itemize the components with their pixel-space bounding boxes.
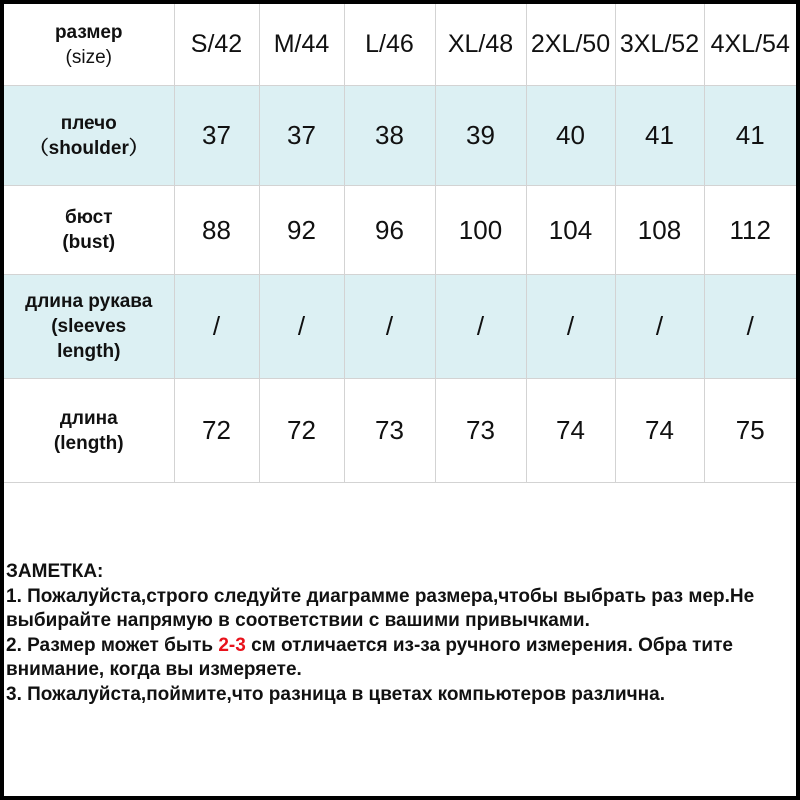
sleeve-value-cell: / xyxy=(526,275,615,379)
shoulder-value-cell: 41 xyxy=(615,86,704,186)
size-header-cell: S/42 xyxy=(174,4,259,86)
size-table xyxy=(4,4,796,483)
size-header-cell: M/44 xyxy=(259,4,344,86)
sleeve-label-cell xyxy=(4,275,174,379)
shoulder-label: плечо xyxy=(60,112,117,134)
size-label: размер xyxy=(54,21,123,43)
size-header-cell: 4XL/54 xyxy=(704,4,796,86)
bust-value-cell: 108 xyxy=(615,186,704,275)
bust-value-cell: 88 xyxy=(174,186,259,275)
bust-value-cell: 112 xyxy=(704,186,796,275)
sleeve-value-cell: / xyxy=(174,275,259,379)
notes-section xyxy=(6,560,794,707)
table-row-size xyxy=(4,4,796,86)
table-row-sleeve xyxy=(4,275,796,379)
length-sublabel: (length) xyxy=(53,432,124,454)
bust-label: бюст xyxy=(64,207,113,228)
sleeve-value-cell: / xyxy=(259,275,344,379)
sleeve-value-cell: / xyxy=(344,275,435,379)
sleeve-value-cell: / xyxy=(704,275,796,379)
length-label: длина xyxy=(59,407,118,429)
size-header-cell: L/46 xyxy=(344,4,435,86)
length-value-cell: 73 xyxy=(435,379,526,483)
size-chart-sheet xyxy=(4,4,796,796)
bust-label-cell xyxy=(4,186,174,275)
note-item-2-end: см отличается из-за ручного измерения. Обра тите внимание, когда вы измеряете. xyxy=(6,634,733,680)
bust-value-cell: 100 xyxy=(435,186,526,275)
shoulder-value-cell: 38 xyxy=(344,86,435,186)
note-item-3: 3. Пожалуйста,поймите,что разница в цветах компьютеров различна. xyxy=(6,683,665,705)
size-sublabel: (size) xyxy=(65,46,112,68)
shoulder-value-cell: 39 xyxy=(435,86,526,186)
note-highlight: 2-3 xyxy=(218,634,246,656)
length-value-cell: 75 xyxy=(704,379,796,483)
bust-value-cell: 104 xyxy=(526,186,615,275)
length-value-cell: 74 xyxy=(526,379,615,483)
shoulder-label-cell xyxy=(4,86,174,186)
shoulder-value-cell: 37 xyxy=(174,86,259,186)
length-value-cell: 74 xyxy=(615,379,704,483)
length-value-cell: 73 xyxy=(344,379,435,483)
note-item-2-start: 2. Размер может быть xyxy=(6,634,219,656)
length-label-cell xyxy=(4,379,174,483)
sleeve-value-cell: / xyxy=(615,275,704,379)
sleeve-sublabel: (sleeves xyxy=(51,316,127,337)
bust-value-cell: 96 xyxy=(344,186,435,275)
length-value-cell: 72 xyxy=(174,379,259,483)
size-header-cell: 3XL/52 xyxy=(615,4,704,86)
sleeve-sublabel-2: length) xyxy=(57,341,121,362)
sleeve-value-cell: / xyxy=(435,275,526,379)
size-header-cell: 2XL/50 xyxy=(526,4,615,86)
size-header-cell: XL/48 xyxy=(435,4,526,86)
table-row-bust xyxy=(4,186,796,275)
note-item-2 xyxy=(6,634,794,683)
bust-value-cell: 92 xyxy=(259,186,344,275)
shoulder-value-cell: 40 xyxy=(526,86,615,186)
table-row-length xyxy=(4,379,796,483)
shoulder-sublabel: （shoulder） xyxy=(29,137,148,159)
note-item-1: 1. Пожалуйста,строго следуйте диаграмме размера,чтобы выбрать раз мер.Не выбирайте напрямую в соответствии с вашими привычками. xyxy=(6,585,755,631)
shoulder-value-cell: 41 xyxy=(704,86,796,186)
notes-title: ЗАМЕТКА: xyxy=(6,561,104,582)
table-row-shoulder xyxy=(4,86,796,186)
length-value-cell: 72 xyxy=(259,379,344,483)
size-label-cell xyxy=(4,4,174,86)
shoulder-value-cell: 37 xyxy=(259,86,344,186)
sleeve-label: длина рукава xyxy=(25,291,153,312)
bust-sublabel: (bust) xyxy=(62,232,116,253)
